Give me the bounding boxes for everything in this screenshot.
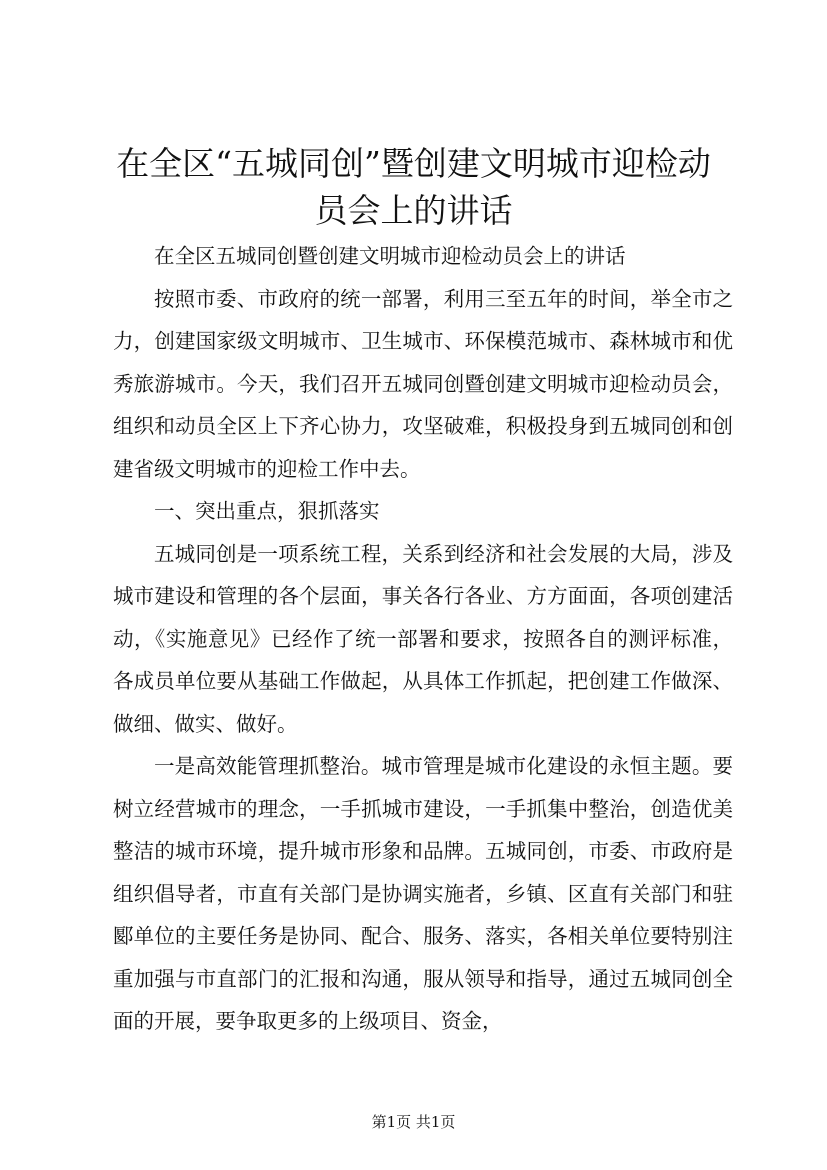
page-footer bbox=[0, 1112, 827, 1132]
body-paragraph: 一是高效能管理抓整治。城市管理是城市化建设的永恒主题。要树立经营城市的理念，一手抓城市建设，一手抓集中整治，创造优美整洁的城市环境，提升城市形象和品牌。五城同创，市委、市政府是组织倡导者，市直有关部门是协调实施者，乡镇、区直有关部门和驻郾单位的主要任务是协同、配合、服务、落实，各相关单位要特别注重加强与市直部门的汇报和沟通，服从领导和指导，通过五城同创全面的开展，要争取更多的上级项目、资金， bbox=[113, 754, 733, 1033]
intro-paragraph: 按照市委、市政府的统一部署，利用三至五年的时间，举全市之力，创建国家级文明城市、卫生城市、环保模范城市、森林城市和优秀旅游城市。今天，我们召开五城同创暨创建文明城市迎检动员会，组织和动员全区上下齐心协力，攻坚破难，积极投身到五城同创和创建省级文明城市的迎检工作中去。 bbox=[113, 286, 733, 481]
section-heading: 一、突出重点，狠抓落实 bbox=[154, 499, 380, 523]
document-body bbox=[113, 235, 733, 1043]
page-number: 第1页 共1页 bbox=[371, 1113, 456, 1131]
document-title: 在全区“五城同创”暨创建文明城市迎检动员会上的讲话 bbox=[116, 144, 711, 230]
body-paragraph: 五城同创是一项系统工程，关系到经济和社会发展的大局，涉及城市建设和管理的各个层面，事关各行各业、方方面面，各项创建活动，《实施意见》已经作了统一部署和要求，按照各自的测评标准，各成员单位要从基础工作做起，从具体工作抓起，把创建工作做深、做细、做实、做好。 bbox=[113, 541, 733, 736]
subtitle-paragraph: 在全区五城同创暨创建文明城市迎检动员会上的讲话 bbox=[154, 244, 626, 268]
